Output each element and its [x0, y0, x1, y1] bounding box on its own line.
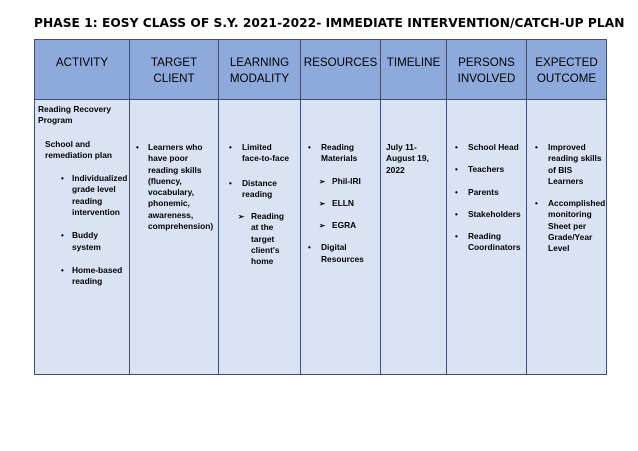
header-row — [35, 40, 607, 100]
list-item: • Individualized grade level reading intervention — [61, 173, 128, 218]
sub-list-item: ➢ Reading at the target client's home — [238, 211, 285, 267]
list-item: • Distance reading — [229, 177, 277, 199]
target-client-cell — [130, 100, 219, 375]
list-item: • Limited face-to-face — [229, 142, 290, 164]
header-learning-modality: LEARNING MODALITY — [219, 40, 301, 100]
header-timeline: TIMELINE — [381, 40, 447, 100]
learning-modality-cell — [219, 100, 301, 375]
list-item: • Teachers — [455, 164, 505, 175]
header-target-client: TARGET CLIENT — [130, 40, 219, 100]
list-item: • Stakeholders — [455, 208, 521, 219]
intervention-plan-table — [34, 39, 607, 375]
list-item: • Reading Coordinators — [455, 231, 521, 253]
arrow-bullet-icon: ➢ — [319, 221, 326, 231]
expected-outcome-cell — [527, 100, 607, 375]
list-item: • Buddy system — [61, 230, 101, 252]
bullet-icon: • — [61, 174, 64, 184]
timeline-text: July 11-August 19, 2022 — [386, 142, 429, 175]
bullet-icon: • — [308, 243, 311, 253]
timeline-cell — [381, 100, 447, 375]
list-item: • Learners who have poor reading skills (fluency, vocabulary, phonemic, awareness, comprehension) — [136, 142, 214, 232]
bullet-icon: • — [308, 143, 311, 152]
activity-program: Reading Recovery Program — [38, 104, 112, 126]
plan-row — [35, 100, 607, 375]
persons-involved-cell — [447, 100, 527, 375]
list-item: • School Head — [455, 142, 519, 152]
page-title: PHASE 1: EOSY CLASS OF S.Y. 2021-2022- IMMEDIATE INTERVENTION/CATCH-UP PLAN — [34, 16, 625, 30]
activity-cell — [35, 100, 130, 375]
bullet-icon: • — [61, 265, 64, 275]
resources-cell — [301, 100, 381, 375]
bullet-icon: • — [455, 209, 458, 219]
list-item: • Improved reading skills of BIS Learners — [535, 142, 602, 186]
bullet-icon: • — [136, 143, 139, 152]
list-item: • Parents — [455, 186, 499, 197]
header-persons-involved: PERSONS INVOLVED — [447, 40, 527, 100]
bullet-icon: • — [61, 231, 64, 241]
list-item: • Reading Materials — [308, 142, 358, 164]
sub-list-item: ➢ EGRA — [319, 220, 357, 231]
arrow-bullet-icon: ➢ — [319, 198, 326, 208]
bullet-icon: • — [455, 165, 458, 175]
sub-list-item: ➢ Phil-IRI — [319, 175, 361, 186]
list-item: • Digital Resources — [308, 242, 364, 264]
arrow-bullet-icon: ➢ — [238, 212, 245, 222]
list-item: • Accomplished monitoring Sheet per Grade/Year Level — [535, 198, 606, 254]
bullet-icon: • — [455, 232, 458, 242]
bullet-icon: • — [455, 143, 458, 152]
activity-sub-heading: School and remediation plan — [45, 138, 113, 160]
bullet-icon: • — [455, 187, 458, 197]
arrow-bullet-icon: ➢ — [319, 176, 326, 186]
header-resources: RESOURCES — [301, 40, 381, 100]
bullet-icon: • — [535, 143, 538, 152]
header-expected-outcome: EXPECTED OUTCOME — [527, 40, 607, 100]
sub-list-item: ➢ ELLN — [319, 197, 354, 208]
bullet-icon: • — [229, 143, 232, 152]
bullet-icon: • — [535, 199, 538, 209]
header-activity: ACTIVITY — [35, 40, 130, 100]
list-item: • Home-based reading — [61, 264, 123, 287]
bullet-icon: • — [229, 178, 232, 188]
